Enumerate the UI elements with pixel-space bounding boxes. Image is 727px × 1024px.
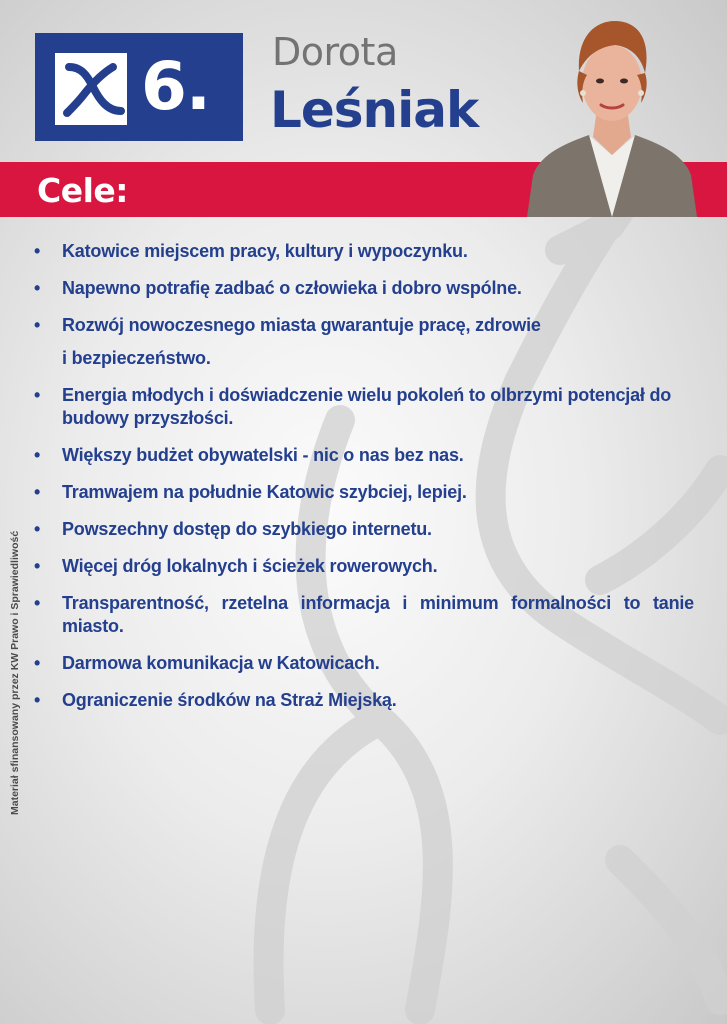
list-item bbox=[34, 314, 694, 370]
list-item-text: Powszechny dostęp do szybkiego internetu. bbox=[62, 519, 432, 539]
list-number-box bbox=[35, 33, 243, 141]
list-item bbox=[34, 652, 694, 675]
bullet-icon: • bbox=[34, 241, 41, 261]
bullet-icon: • bbox=[34, 445, 41, 465]
bullet-icon: • bbox=[34, 556, 41, 576]
list-item-text: Katowice miejscem pracy, kultury i wypoczynku. bbox=[62, 241, 468, 261]
section-heading: Cele: bbox=[37, 171, 128, 210]
list-item bbox=[34, 518, 694, 541]
list-item-text: Energia młodych i doświadczenie wielu pokoleń to olbrzymi potencjał do budowy przyszłości. bbox=[62, 385, 672, 428]
candidate-first-name: Dorota bbox=[272, 30, 398, 74]
bullet-icon: • bbox=[34, 482, 41, 502]
bullet-icon: • bbox=[34, 653, 41, 673]
list-item bbox=[34, 444, 694, 467]
list-item bbox=[34, 592, 694, 638]
bullet-icon: • bbox=[34, 593, 41, 613]
list-item-text: Większy budżet obywatelski - nic o nas bez nas. bbox=[62, 445, 464, 465]
list-item bbox=[34, 555, 694, 578]
list-item-text: Napewno potrafię zadbać o człowieka i dobro wspólne. bbox=[62, 278, 522, 298]
list-item bbox=[34, 481, 694, 504]
list-item bbox=[34, 384, 694, 430]
list-item-text: Darmowa komunikacja w Katowicach. bbox=[62, 653, 380, 673]
list-item-text-continuation: i bezpieczeństwo. bbox=[62, 348, 211, 368]
party-logo-icon bbox=[55, 53, 127, 125]
list-item-text: Rozwój nowoczesnego miasta gwarantuje pracę, zdrowie bbox=[62, 315, 541, 335]
bullet-icon: • bbox=[34, 690, 41, 710]
goals-list bbox=[34, 240, 694, 726]
bullet-icon: • bbox=[34, 519, 41, 539]
list-item-text: Tramwajem na południe Katowic szybciej, lepiej. bbox=[62, 482, 467, 502]
list-item-text: Transparentność, rzetelna informacja i minimum formalności to tanie miasto. bbox=[62, 593, 694, 636]
candidate-portrait bbox=[527, 5, 697, 217]
list-item-text: Więcej dróg lokalnych i ścieżek rowerowych. bbox=[62, 556, 438, 576]
list-number: 6. bbox=[141, 48, 210, 125]
candidate-last-name: Leśniak bbox=[270, 81, 479, 139]
list-item bbox=[34, 689, 694, 712]
bullet-icon: • bbox=[34, 385, 41, 405]
list-item bbox=[34, 240, 694, 263]
list-item-text: Ograniczenie środków na Straż Miejską. bbox=[62, 690, 397, 710]
bullet-icon: • bbox=[34, 278, 41, 298]
financing-note: Materiał sfinansowany przez KW Prawo i Sprawiedliwość bbox=[9, 530, 21, 815]
bullet-icon: • bbox=[34, 315, 41, 335]
list-item bbox=[34, 277, 694, 300]
